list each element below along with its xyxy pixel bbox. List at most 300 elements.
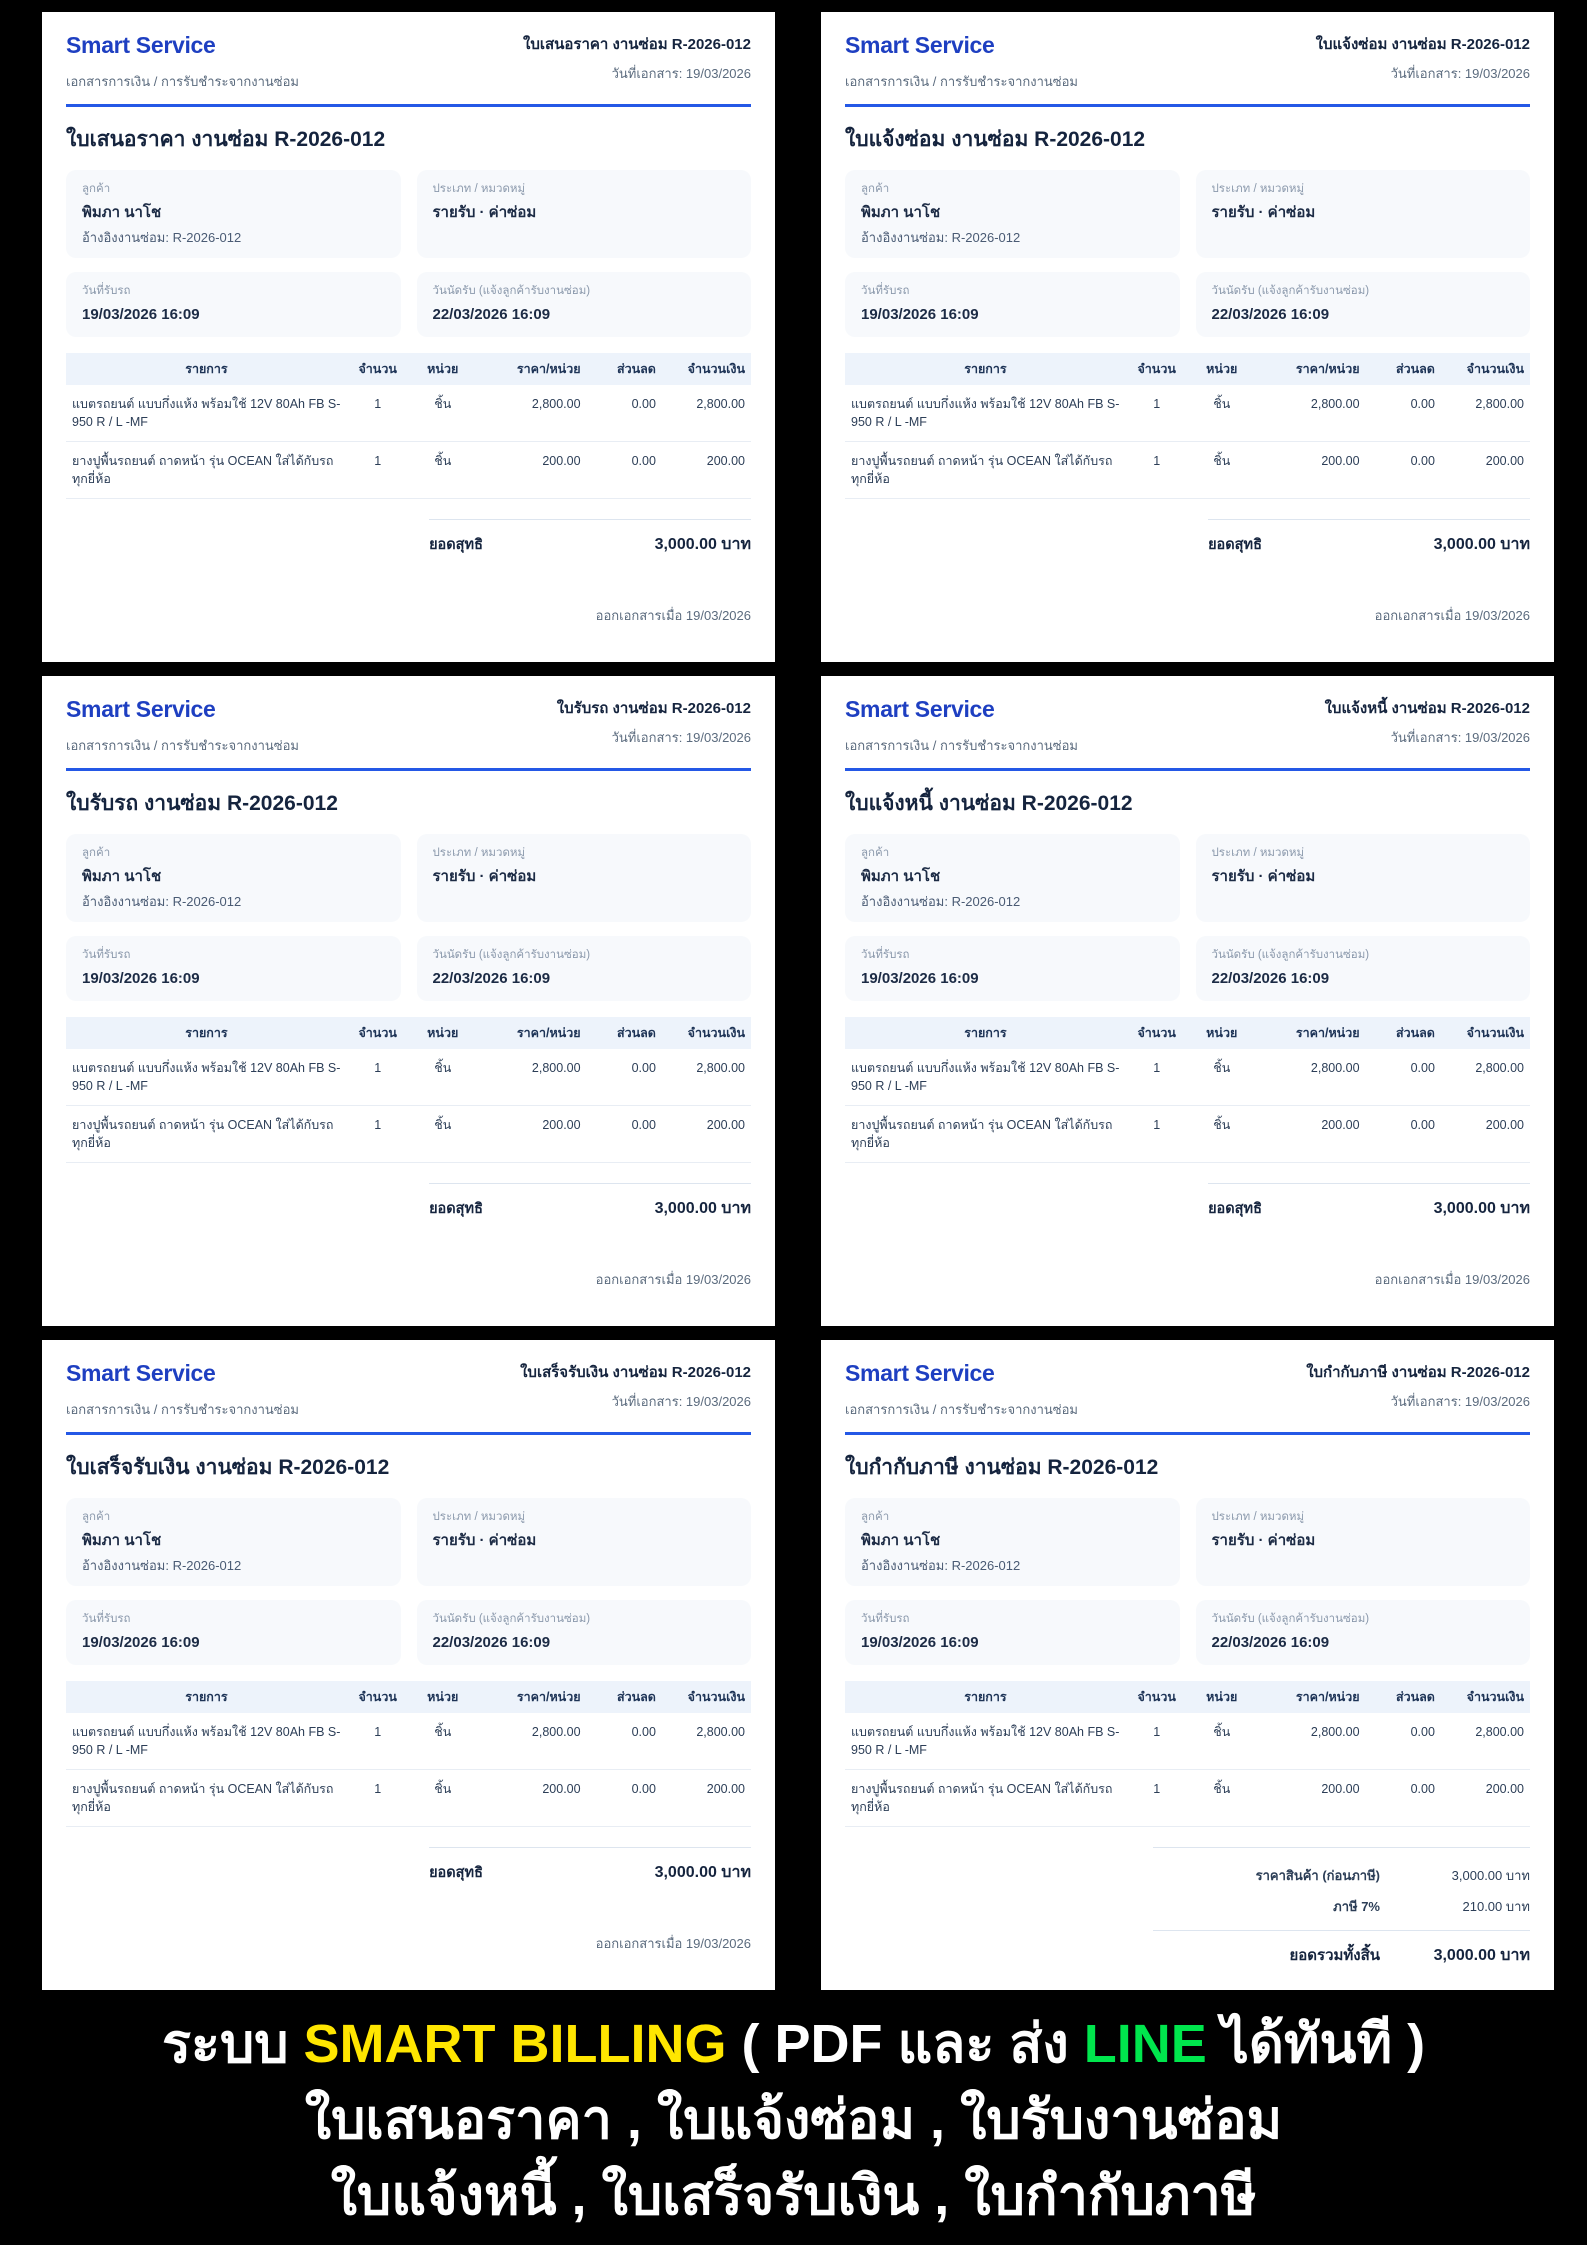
received-date-value: 19/03/2026 16:09	[861, 970, 979, 987]
received-date-box	[66, 1600, 401, 1665]
table-row	[845, 1049, 1530, 1106]
info-grid	[66, 834, 751, 1001]
col-header-item: รายการ	[845, 1017, 1126, 1049]
category-value: รายรับ · ค่าซ่อม	[1211, 204, 1316, 221]
document-card-receipt	[42, 1340, 775, 1990]
item-qty: 1	[1126, 385, 1188, 442]
item-qty: 1	[347, 1770, 409, 1827]
category-info-box	[1196, 170, 1531, 258]
received-date-label: วันที่รับรถ	[861, 1613, 910, 1625]
issued-note: ออกเอกสารเมื่อ 19/03/2026	[595, 608, 751, 623]
document-date: วันที่เอกสาร: 19/03/2026	[611, 1394, 751, 1409]
header-divider	[66, 104, 751, 107]
item-description: แบตรถยนต์ แบบกึ่งแห้ง พร้อมใช้ 12V 80Ah FB S-950 R / L -MF	[845, 1713, 1126, 1770]
customer-label: ลูกค้า	[861, 1511, 890, 1523]
document-date: วันที่เอกสาร: 19/03/2026	[611, 730, 751, 745]
item-description: ยางปูพื้นรถยนต์ ถาดหน้า รุ่น OCEAN ใส่ได้กับรถทุกยี่ห้อ	[845, 1106, 1126, 1163]
banner-line-3: ใบแจ้งหนี้ , ใบเสร็จรับเงิน , ใบกำกับภาษี	[330, 2166, 1257, 2226]
received-date-value: 19/03/2026 16:09	[82, 970, 200, 987]
table-header-row	[845, 1017, 1530, 1049]
net-total	[429, 1183, 751, 1221]
brand-block	[66, 1360, 299, 1420]
document-meta	[1316, 32, 1530, 84]
page-title: ใบรับรถ งานซ่อม R-2026-012	[66, 792, 338, 815]
category-value: รายรับ · ค่าซ่อม	[1211, 868, 1316, 885]
col-header-amount: จำนวนเงิน	[1441, 353, 1530, 385]
col-header-unit-price: ราคา/หน่วย	[477, 353, 587, 385]
vat-value: 210.00 บาท	[1462, 1899, 1530, 1914]
item-discount: 0.00	[1366, 1770, 1441, 1827]
customer-info-box	[845, 834, 1180, 922]
table-header-row	[66, 353, 751, 385]
col-header-amount: จำนวนเงิน	[662, 1681, 751, 1713]
page-title: ใบแจ้งซ่อม งานซ่อม R-2026-012	[845, 128, 1146, 151]
document-title-header: ใบแจ้งซ่อม งานซ่อม R-2026-012	[1315, 36, 1530, 53]
info-grid	[845, 834, 1530, 1001]
net-total	[429, 519, 751, 557]
net-total	[1208, 519, 1530, 557]
issued-note: ออกเอกสารเมื่อ 19/03/2026	[1374, 1272, 1530, 1287]
document-header	[66, 32, 751, 92]
info-grid	[66, 1498, 751, 1665]
col-header-discount: ส่วนลด	[1366, 1017, 1441, 1049]
header-divider	[845, 768, 1530, 771]
appointment-date-label: วันนัดรับ (แจ้งลูกค้ารับงานซ่อม)	[432, 285, 591, 297]
item-qty: 1	[1126, 1770, 1188, 1827]
item-amount: 200.00	[1441, 1770, 1530, 1827]
received-date-value: 19/03/2026 16:09	[82, 1634, 200, 1651]
pre-tax-row	[1153, 1860, 1530, 1891]
item-qty: 1	[347, 442, 409, 499]
document-card-quotation	[42, 12, 775, 662]
item-unit: ชิ้น	[408, 1770, 477, 1827]
col-header-item: รายการ	[845, 353, 1126, 385]
brand-logo-text: Smart Service	[66, 32, 216, 58]
col-header-unit: หน่วย	[1187, 1017, 1256, 1049]
received-date-label: วันที่รับรถ	[861, 285, 910, 297]
appointment-date-box	[1196, 1600, 1531, 1665]
item-discount: 0.00	[587, 1106, 662, 1163]
document-card-vehicle-receipt	[42, 676, 775, 1326]
category-label: ประเภท / หมวดหมู่	[1211, 847, 1305, 859]
item-discount: 0.00	[587, 1049, 662, 1106]
document-meta	[520, 1360, 751, 1412]
item-unit: ชิ้น	[408, 1713, 477, 1770]
col-header-qty: จำนวน	[347, 353, 409, 385]
banner-text-smart-billing: SMART BILLING	[303, 2014, 727, 2074]
customer-name: พิมภา นาโช	[82, 868, 162, 885]
vat-row	[1153, 1891, 1530, 1922]
item-amount: 2,800.00	[662, 1049, 751, 1106]
received-date-label: วันที่รับรถ	[82, 1613, 131, 1625]
issued-note: ออกเอกสารเมื่อ 19/03/2026	[1374, 608, 1530, 623]
brand-logo-text: Smart Service	[66, 1360, 216, 1386]
repair-reference: อ้างอิงงานซ่อม: R-2026-012	[82, 894, 242, 909]
issued-note: ออกเอกสารเมื่อ 19/03/2026	[595, 1272, 751, 1287]
page-title: ใบเสร็จรับเงิน งานซ่อม R-2026-012	[66, 1456, 390, 1479]
item-amount: 200.00	[1441, 442, 1530, 499]
col-header-qty: จำนวน	[1126, 1017, 1188, 1049]
net-total-label: ยอดสุทธิ	[1208, 1201, 1262, 1217]
table-header-row	[66, 1681, 751, 1713]
col-header-discount: ส่วนลด	[587, 1681, 662, 1713]
net-total-value: 3,000.00 บาท	[1433, 1200, 1530, 1217]
net-total-value: 3,000.00 บาท	[654, 536, 751, 553]
customer-label: ลูกค้า	[861, 847, 890, 859]
customer-label: ลูกค้า	[82, 1511, 111, 1523]
appointment-date-label: วันนัดรับ (แจ้งลูกค้ารับงานซ่อม)	[432, 1613, 591, 1625]
item-unit: ชิ้น	[1187, 385, 1256, 442]
item-unit: ชิ้น	[408, 1049, 477, 1106]
item-qty: 1	[347, 385, 409, 442]
appointment-date-value: 22/03/2026 16:09	[432, 1634, 551, 1651]
item-discount: 0.00	[587, 442, 662, 499]
category-label: ประเภท / หมวดหมู่	[1211, 1511, 1305, 1523]
received-date-label: วันที่รับรถ	[82, 285, 131, 297]
item-unit: ชิ้น	[1187, 1049, 1256, 1106]
brand-logo-text: Smart Service	[66, 696, 216, 722]
item-unit-price: 200.00	[1256, 442, 1366, 499]
item-description: ยางปูพื้นรถยนต์ ถาดหน้า รุ่น OCEAN ใส่ได้กับรถทุกยี่ห้อ	[845, 442, 1126, 499]
col-header-unit: หน่วย	[408, 1017, 477, 1049]
item-qty: 1	[1126, 1713, 1188, 1770]
pre-tax-label: ราคาสินค้า (ก่อนภาษี)	[1255, 1868, 1380, 1883]
received-date-value: 19/03/2026 16:09	[861, 306, 979, 323]
tax-summary	[1153, 1847, 1530, 1973]
brand-subtitle: เอกสารการเงิน / การรับชำระจากงานซ่อม	[845, 1402, 1079, 1417]
col-header-discount: ส่วนลด	[587, 353, 662, 385]
table-header-row	[66, 1017, 751, 1049]
line-items-table	[845, 1681, 1530, 1827]
customer-info-box	[845, 170, 1180, 258]
item-amount: 200.00	[662, 1106, 751, 1163]
received-date-label: วันที่รับรถ	[82, 949, 131, 961]
item-description: แบตรถยนต์ แบบกึ่งแห้ง พร้อมใช้ 12V 80Ah FB S-950 R / L -MF	[66, 385, 347, 442]
table-row	[66, 1770, 751, 1827]
document-date: วันที่เอกสาร: 19/03/2026	[1390, 730, 1530, 745]
col-header-unit-price: ราคา/หน่วย	[1256, 1681, 1366, 1713]
customer-info-box	[845, 1498, 1180, 1586]
item-discount: 0.00	[587, 1713, 662, 1770]
item-description: ยางปูพื้นรถยนต์ ถาดหน้า รุ่น OCEAN ใส่ได้กับรถทุกยี่ห้อ	[66, 1770, 347, 1827]
net-total	[429, 1847, 751, 1885]
document-card-repair-order	[821, 12, 1554, 662]
col-header-discount: ส่วนลด	[1366, 353, 1441, 385]
net-total-label: ยอดสุทธิ	[429, 1865, 483, 1881]
category-info-box	[1196, 1498, 1531, 1586]
line-items-table	[66, 1017, 751, 1163]
repair-reference: อ้างอิงงานซ่อม: R-2026-012	[82, 1558, 242, 1573]
repair-reference: อ้างอิงงานซ่อม: R-2026-012	[861, 1558, 1021, 1573]
category-label: ประเภท / หมวดหมู่	[432, 183, 526, 195]
header-divider	[66, 1432, 751, 1435]
appointment-date-box	[1196, 936, 1531, 1001]
appointment-date-value: 22/03/2026 16:09	[1211, 1634, 1330, 1651]
received-date-box	[66, 936, 401, 1001]
item-qty: 1	[347, 1106, 409, 1163]
document-header	[845, 696, 1530, 756]
category-value: รายรับ · ค่าซ่อม	[1211, 1532, 1316, 1549]
brand-block	[845, 696, 1078, 756]
item-description: ยางปูพื้นรถยนต์ ถาดหน้า รุ่น OCEAN ใส่ได้กับรถทุกยี่ห้อ	[66, 442, 347, 499]
appointment-date-value: 22/03/2026 16:09	[432, 970, 551, 987]
item-unit-price: 2,800.00	[1256, 1713, 1366, 1770]
brand-subtitle: เอกสารการเงิน / การรับชำระจากงานซ่อม	[845, 74, 1079, 89]
document-card-invoice	[821, 676, 1554, 1326]
customer-info-box	[66, 1498, 401, 1586]
brand-logo-text: Smart Service	[845, 696, 995, 722]
category-info-box	[417, 1498, 752, 1586]
brand-block	[845, 1360, 1078, 1420]
document-title-header: ใบเสร็จรับเงิน งานซ่อม R-2026-012	[520, 1364, 751, 1381]
page-title: ใบแจ้งหนี้ งานซ่อม R-2026-012	[845, 792, 1133, 815]
table-row	[845, 1770, 1530, 1827]
line-items-table	[66, 353, 751, 499]
document-meta	[1306, 1360, 1530, 1412]
item-discount: 0.00	[587, 385, 662, 442]
col-header-amount: จำนวนเงิน	[1441, 1681, 1530, 1713]
line-items-table	[66, 1681, 751, 1827]
grand-total-row	[1153, 1930, 1530, 1973]
received-date-box	[66, 272, 401, 337]
brand-block	[845, 32, 1078, 92]
net-total-value: 3,000.00 บาท	[654, 1200, 751, 1217]
col-header-unit-price: ราคา/หน่วย	[1256, 1017, 1366, 1049]
received-date-box	[845, 1600, 1180, 1665]
document-card-tax-invoice	[821, 1340, 1554, 1990]
item-discount: 0.00	[1366, 1106, 1441, 1163]
item-amount: 200.00	[1441, 1106, 1530, 1163]
item-discount: 0.00	[1366, 1713, 1441, 1770]
document-title-header: ใบแจ้งหนี้ งานซ่อม R-2026-012	[1324, 700, 1530, 717]
customer-name: พิมภา นาโช	[82, 204, 162, 221]
document-date: วันที่เอกสาร: 19/03/2026	[611, 66, 751, 81]
received-date-box	[845, 272, 1180, 337]
item-description: ยางปูพื้นรถยนต์ ถาดหน้า รุ่น OCEAN ใส่ได้กับรถทุกยี่ห้อ	[66, 1106, 347, 1163]
table-row	[66, 1049, 751, 1106]
line-items-table	[845, 1017, 1530, 1163]
net-total-label: ยอดสุทธิ	[429, 1201, 483, 1217]
received-date-label: วันที่รับรถ	[861, 949, 910, 961]
info-grid	[845, 170, 1530, 337]
item-unit-price: 2,800.00	[1256, 1049, 1366, 1106]
col-header-item: รายการ	[66, 1681, 347, 1713]
appointment-date-label: วันนัดรับ (แจ้งลูกค้ารับงานซ่อม)	[1211, 1613, 1370, 1625]
pre-tax-value: 3,000.00 บาท	[1451, 1868, 1530, 1883]
brand-subtitle: เอกสารการเงิน / การรับชำระจากงานซ่อม	[66, 74, 300, 89]
category-info-box	[417, 834, 752, 922]
customer-name: พิมภา นาโช	[861, 868, 941, 885]
promo-banner	[0, 1990, 1587, 2234]
item-amount: 2,800.00	[1441, 1049, 1530, 1106]
item-unit-price: 200.00	[477, 1770, 587, 1827]
table-row	[845, 442, 1530, 499]
item-amount: 2,800.00	[1441, 1713, 1530, 1770]
brand-subtitle: เอกสารการเงิน / การรับชำระจากงานซ่อม	[66, 738, 300, 753]
col-header-amount: จำนวนเงิน	[662, 1017, 751, 1049]
table-row	[66, 442, 751, 499]
banner-text-line: LINE	[1083, 2014, 1207, 2074]
repair-reference: อ้างอิงงานซ่อม: R-2026-012	[82, 230, 242, 245]
item-unit-price: 200.00	[477, 442, 587, 499]
document-date: วันที่เอกสาร: 19/03/2026	[1390, 66, 1530, 81]
item-unit-price: 2,800.00	[477, 1049, 587, 1106]
col-header-qty: จำนวน	[1126, 353, 1188, 385]
col-header-unit: หน่วย	[1187, 353, 1256, 385]
customer-info-box	[66, 834, 401, 922]
vat-label: ภาษี 7%	[1333, 1899, 1380, 1914]
appointment-date-label: วันนัดรับ (แจ้งลูกค้ารับงานซ่อม)	[1211, 285, 1370, 297]
col-header-unit-price: ราคา/หน่วย	[477, 1017, 587, 1049]
document-meta	[523, 32, 751, 84]
item-unit-price: 2,800.00	[477, 1713, 587, 1770]
banner-text-pdf: ( PDF และ ส่ง	[726, 2014, 1084, 2074]
customer-name: พิมภา นาโช	[861, 204, 941, 221]
item-unit: ชิ้น	[1187, 1713, 1256, 1770]
grand-total-label: ยอดรวมทั้งสิ้น	[1289, 1947, 1380, 1964]
document-header	[66, 1360, 751, 1420]
col-header-qty: จำนวน	[347, 1017, 409, 1049]
col-header-amount: จำนวนเงิน	[662, 353, 751, 385]
line-items-table	[845, 353, 1530, 499]
category-value: รายรับ · ค่าซ่อม	[432, 204, 537, 221]
document-title-header: ใบเสนอราคา งานซ่อม R-2026-012	[523, 36, 751, 53]
header-divider	[845, 104, 1530, 107]
net-total-value: 3,000.00 บาท	[654, 1864, 751, 1881]
document-title-header: ใบกำกับภาษี งานซ่อม R-2026-012	[1306, 1364, 1530, 1381]
item-unit-price: 2,800.00	[477, 385, 587, 442]
col-header-unit: หน่วย	[408, 1681, 477, 1713]
repair-reference: อ้างอิงงานซ่อม: R-2026-012	[861, 230, 1021, 245]
appointment-date-box	[417, 272, 752, 337]
customer-label: ลูกค้า	[82, 847, 111, 859]
appointment-date-value: 22/03/2026 16:09	[432, 306, 551, 323]
appointment-date-value: 22/03/2026 16:09	[1211, 970, 1330, 987]
banner-line-1	[0, 2006, 1587, 2082]
table-row	[845, 1713, 1530, 1770]
item-unit: ชิ้น	[1187, 442, 1256, 499]
header-divider	[845, 1432, 1530, 1435]
banner-text-suffix: ได้ทันที )	[1206, 2014, 1426, 2074]
item-qty: 1	[1126, 1049, 1188, 1106]
item-amount: 200.00	[662, 442, 751, 499]
item-discount: 0.00	[1366, 385, 1441, 442]
item-amount: 2,800.00	[662, 385, 751, 442]
col-header-qty: จำนวน	[1126, 1681, 1188, 1713]
item-unit: ชิ้น	[1187, 1770, 1256, 1827]
info-grid	[845, 1498, 1530, 1665]
col-header-item: รายการ	[845, 1681, 1126, 1713]
issued-note: ออกเอกสารเมื่อ 19/03/2026	[595, 1936, 751, 1951]
customer-label: ลูกค้า	[861, 183, 890, 195]
page-title: ใบเสนอราคา งานซ่อม R-2026-012	[66, 128, 386, 151]
item-unit-price: 200.00	[1256, 1770, 1366, 1827]
net-total	[1208, 1183, 1530, 1221]
item-amount: 200.00	[662, 1770, 751, 1827]
table-header-row	[845, 1681, 1530, 1713]
col-header-discount: ส่วนลด	[1366, 1681, 1441, 1713]
info-grid	[66, 170, 751, 337]
customer-name: พิมภา นาโช	[861, 1532, 941, 1549]
document-meta	[1325, 696, 1530, 748]
brand-logo-text: Smart Service	[845, 1360, 995, 1386]
category-label: ประเภท / หมวดหมู่	[1211, 183, 1305, 195]
item-description: แบตรถยนต์ แบบกึ่งแห้ง พร้อมใช้ 12V 80Ah FB S-950 R / L -MF	[845, 385, 1126, 442]
table-row	[66, 1106, 751, 1163]
table-row	[66, 385, 751, 442]
table-row	[845, 385, 1530, 442]
brand-logo-text: Smart Service	[845, 32, 995, 58]
item-unit: ชิ้น	[1187, 1106, 1256, 1163]
category-label: ประเภท / หมวดหมู่	[432, 847, 526, 859]
col-header-unit-price: ราคา/หน่วย	[477, 1681, 587, 1713]
appointment-date-box	[417, 1600, 752, 1665]
document-header	[845, 1360, 1530, 1420]
document-meta	[557, 696, 751, 748]
received-date-box	[845, 936, 1180, 1001]
brand-subtitle: เอกสารการเงิน / การรับชำระจากงานซ่อม	[66, 1402, 300, 1417]
category-label: ประเภท / หมวดหมู่	[432, 1511, 526, 1523]
category-info-box	[1196, 834, 1531, 922]
item-unit: ชิ้น	[408, 442, 477, 499]
item-discount: 0.00	[1366, 442, 1441, 499]
brand-block	[66, 32, 299, 92]
item-unit: ชิ้น	[408, 385, 477, 442]
banner-text-prefix: ระบบ	[161, 2014, 304, 2074]
received-date-value: 19/03/2026 16:09	[82, 306, 200, 323]
category-value: รายรับ · ค่าซ่อม	[432, 868, 537, 885]
item-amount: 2,800.00	[662, 1713, 751, 1770]
appointment-date-box	[1196, 272, 1531, 337]
item-description: ยางปูพื้นรถยนต์ ถาดหน้า รุ่น OCEAN ใส่ได้กับรถทุกยี่ห้อ	[845, 1770, 1126, 1827]
col-header-unit: หน่วย	[1187, 1681, 1256, 1713]
appointment-date-value: 22/03/2026 16:09	[1211, 306, 1330, 323]
item-qty: 1	[347, 1713, 409, 1770]
item-unit-price: 200.00	[477, 1106, 587, 1163]
net-total-value: 3,000.00 บาท	[1433, 536, 1530, 553]
col-header-discount: ส่วนลด	[587, 1017, 662, 1049]
customer-info-box	[66, 170, 401, 258]
page-title: ใบกำกับภาษี งานซ่อม R-2026-012	[845, 1456, 1159, 1479]
table-row	[845, 1106, 1530, 1163]
item-amount: 2,800.00	[1441, 385, 1530, 442]
item-discount: 0.00	[1366, 1049, 1441, 1106]
appointment-date-box	[417, 936, 752, 1001]
col-header-item: รายการ	[66, 353, 347, 385]
col-header-unit: หน่วย	[408, 353, 477, 385]
brand-block	[66, 696, 299, 756]
item-unit-price: 200.00	[1256, 1106, 1366, 1163]
item-discount: 0.00	[587, 1770, 662, 1827]
document-header	[845, 32, 1530, 92]
document-date: วันที่เอกสาร: 19/03/2026	[1390, 1394, 1530, 1409]
category-info-box	[417, 170, 752, 258]
col-header-unit-price: ราคา/หน่วย	[1256, 353, 1366, 385]
document-header	[66, 696, 751, 756]
item-qty: 1	[347, 1049, 409, 1106]
item-unit-price: 2,800.00	[1256, 385, 1366, 442]
customer-name: พิมภา นาโช	[82, 1532, 162, 1549]
item-qty: 1	[1126, 1106, 1188, 1163]
banner-line-2: ใบเสนอราคา , ใบแจ้งซ่อม , ใบรับงานซ่อม	[304, 2090, 1283, 2150]
table-header-row	[845, 353, 1530, 385]
net-total-label: ยอดสุทธิ	[1208, 537, 1262, 553]
repair-reference: อ้างอิงงานซ่อม: R-2026-012	[861, 894, 1021, 909]
category-value: รายรับ · ค่าซ่อม	[432, 1532, 537, 1549]
document-title-header: ใบรับรถ งานซ่อม R-2026-012	[556, 700, 751, 717]
col-header-amount: จำนวนเงิน	[1441, 1017, 1530, 1049]
item-description: แบตรถยนต์ แบบกึ่งแห้ง พร้อมใช้ 12V 80Ah FB S-950 R / L -MF	[66, 1049, 347, 1106]
